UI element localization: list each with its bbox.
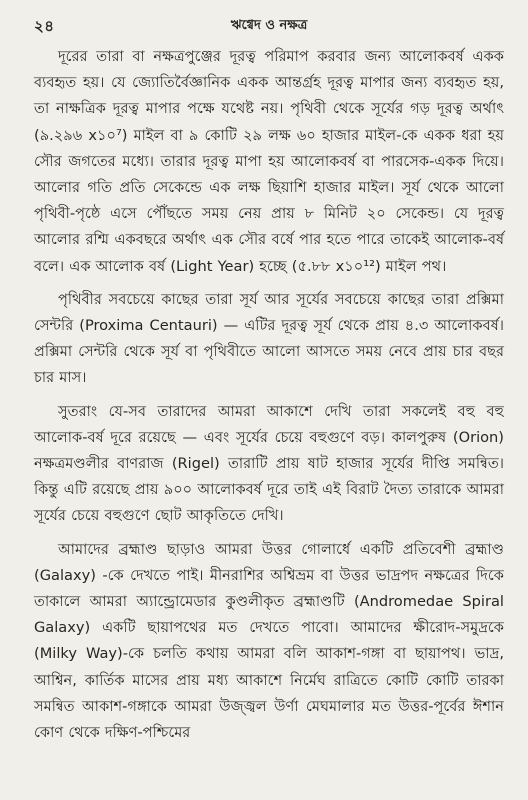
paragraph-proxima-centauri: পৃথিবীর সবচেয়ে কাছের তারা সূর্য আর সূর্যের সবচেয়ে কাছের তারা প্রক্সিমা সেন্টরি (Proxima Centauri) — এটির দূরত্ব সূর্য থেকে প্রায় ৪.৩ আলোকবর্ষ। প্রক্সিমা সেন্টরি থেকে সূর্য বা পৃথিবীতে আলো আসতে সময় নেবে প্রায় চার বছর চার মাস। (34, 290, 504, 387)
paragraph-andromeda-galaxy: আমাদের ব্রহ্মাণ্ড ছাড়াও আমরা উত্তর গোলার্ধে একটি প্রতিবেশী ব্রহ্মাণ্ড (Galaxy) -কে দেখতে পাই। মীনরাশির অশ্বিভ্রম বা উত্তর ভাদ্রপদ নক্ষত্রের দিকে তাকালে আমরা অ্যান্ড্রোমেডার কুণ্ডলীকৃত ব্রহ্মাণ্ডটি (Andromedae Spiral Galaxy) একটি ছায়াপথের মত দেখতে পাবো। আমাদের ক্ষীরোদ-সমুদ্রকে (Milky Way)-কে চলতি কথায় আমরা বলি আকাশ-গঙ্গা বা ছায়াপথ। ভাদ্র, আশ্বিন, কার্তিক মাসের প্রায় মধ্য আকাশে নির্মেঘ রাত্রিতে কোটি কোটি তারকা সমন্বিত আকাশ-গঙ্গাকে আমরা উজ্জ্বল উর্ণা মেঘমালার মত উত্তর-পূর্বের ঈশান কোণ থেকে দক্ষিণ-পশ্চিমের (34, 540, 504, 742)
running-title: ঋগ্বেদ ও নক্ষত্র (230, 18, 308, 33)
paragraph-rigel: সুতরাং যে-সব তারাদের আমরা আকাশে দেখি তারা সকলেই বহু বহু আলোক-বর্ষ দূরে রয়েছে — এবং সূর্যের চেয়ে বহুগুণে বড়। কালপুরুষ (Orion) নক্ষত্রমণ্ডলীর বাণরাজ (Rigel) তারাটি প্রায় ষাট হাজার সূর্যের দীপ্তি সমন্বিত। কিন্তু এটি রয়েছে প্রায় ৯০০ আলোকবর্ষ দূরে তাই এই বিরাট দৈত্য তারাকে আমরা সূর্যের চেয়ে বহুগুণে ছোট আকৃতিতে দেখি। (34, 402, 504, 525)
page-number: ২৪ (34, 17, 55, 35)
paragraph-light-year: দূরের তারা বা নক্ষত্রপুঞ্জের দূরত্ব পরিমাপ করবার জন্য আলোকবর্ষ একক ব্যবহৃত হয়। যে জ্যোতির্বৈজ্ঞানিক একক আন্তর্গ্রহ দূরত্ব মাপার জন্য ব্যবহৃত হয়, তা নাক্ষত্রিক দূরত্ব মাপার পক্ষে যথেষ্ট নয়। পৃথিবী থেকে সূর্যের গড় দূরত্ব অর্থাৎ (৯.২৯৬ x১০⁷) মাইল বা ৯ কোটি ২৯ লক্ষ ৬০ হাজার মাইল-কে একক ধরা হয় সৌর জগতের মধ্যে। তারার দূরত্ব মাপা হয় আলোকবর্ষ বা পারসেক-একক দিয়ে। আলোর গতি প্রতি সেকেন্ডে এক লক্ষ ছিয়াশি হাজার মাইল। সূর্য থেকে আলো পৃথিবী-পৃষ্ঠে এসে পৌঁছতে সময় নেয় প্রায় ৮ মিনিট ২০ সেকেন্ড। যে দূরত্ব আলোর রশ্মি একবছরে অর্থাৎ এক সৌর বর্ষে পার হতে পারে তাকেই আলোক-বর্ষ বলে। এক আলোক বর্ষ (Light Year) হচ্ছে (৫.৮৮ x১০¹²) মাইল পথ। (34, 48, 504, 275)
page-header (34, 12, 504, 38)
body-text (34, 44, 504, 746)
